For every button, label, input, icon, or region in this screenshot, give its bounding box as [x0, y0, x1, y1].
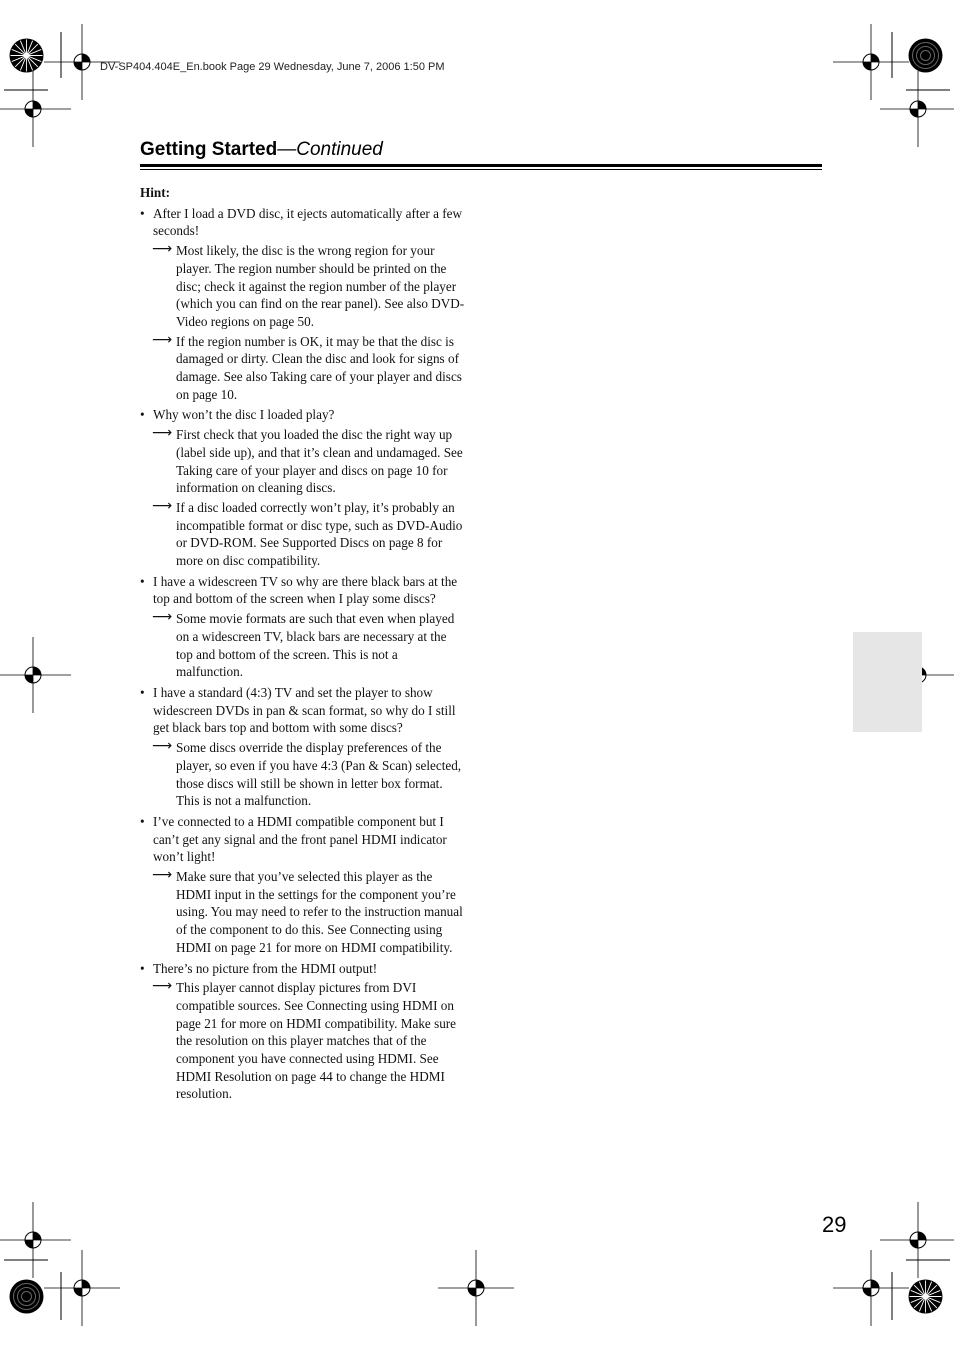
file-header: DV-SP404.404E_En.book Page 29 Wednesday, June 7, 2006 1:50 PM [100, 61, 445, 73]
question-text: I have a widescreen TV so why are there black bars at the top and bottom of the screen when I play some discs? [153, 573, 458, 607]
hint-answer [140, 739, 466, 792]
answer-text: Some movie formats are such that even when played on a widescreen TV, black bars are necessary at the top and bottom of the screen. This is not a malfunction. [176, 611, 455, 680]
hint-answer [140, 979, 466, 1103]
arrow-icon: ⟶ [152, 738, 173, 755]
hint-label: Hint: [140, 185, 171, 200]
title-rule-thick [140, 164, 822, 167]
bullet-icon: • [140, 205, 145, 221]
section-continued: —Continued [277, 139, 383, 160]
hint-content [140, 184, 466, 1103]
bullet-icon: • [140, 813, 145, 829]
hint-item [140, 573, 466, 681]
hint-question [140, 960, 466, 978]
hint-item [140, 684, 466, 810]
question-text: I have a standard (4:3) TV and set the player to show widescreen DVDs in pan & scan format, so why do I still get black bars top and bottom with some discs? [153, 684, 456, 736]
hint-answer [140, 333, 466, 404]
hint-answer [140, 242, 466, 331]
answer-text: This player cannot display pictures from DVI compatible sources. See Connecting using HDMI on page 21 for more on HDMI compatibility. Make sure the resolution on this player matches that of the component you have connected using HDMI. See HDMI Resolution on page 44 to change the HDMI resolution. [176, 980, 457, 1102]
bullet-icon: • [140, 407, 145, 423]
answer-text: Most likely, the disc is the wrong region for your player. The region number should be printed on the disc; check it against the region number of the player (which you can find on the rear panel). See also DVD-Video regions on page 50. [176, 243, 465, 329]
question-text: There’s no picture from the HDMI output! [153, 960, 378, 976]
hint-item [140, 813, 466, 957]
question-text: Why won’t the disc I loaded play? [153, 407, 335, 423]
hint-answer [140, 610, 466, 681]
bullet-icon: • [140, 684, 145, 700]
answer-text: Some discs override the display preferences of the player, so even if you have 4:3 (Pan & Scan) selected, those discs will still be shown in letter box format. [176, 740, 462, 791]
arrow-icon: ⟶ [152, 331, 173, 348]
hint-item [140, 960, 466, 1104]
question-text: After I load a DVD disc, it ejects automatically after a few seconds! [153, 205, 463, 239]
chapter-tab [853, 632, 922, 732]
answer-text: First check that you loaded the disc the right way up (label side up), and that it’s clean and undamaged. See Taking care of your player and discs on page 10 for information on cleaning discs. [176, 427, 463, 496]
hint-item [140, 406, 466, 569]
bullet-icon: • [140, 960, 145, 976]
hint-question [140, 684, 466, 737]
hint-question [140, 205, 466, 240]
hint-question [140, 573, 466, 608]
arrow-icon: ⟶ [152, 978, 173, 995]
hint-question [140, 813, 466, 866]
arrow-icon: ⟶ [152, 241, 173, 258]
answer-text: Make sure that you’ve selected this player as the HDMI input in the settings for the component you’re using. You may need to refer to the instruction manual of the component to do this. See Connecting using HDMI on page 21 for more on HDMI compatibility. [176, 869, 463, 955]
hint-answer [140, 426, 466, 497]
hint-question [140, 406, 466, 424]
hint-note [140, 792, 466, 810]
bullet-icon: • [140, 573, 145, 589]
hint-answer [140, 499, 466, 570]
arrow-icon: ⟶ [152, 867, 173, 884]
note-text: This is not a malfunction. [176, 793, 312, 809]
answer-text: If the region number is OK, it may be that the disc is damaged or dirty. Clean the disc and look for signs of damage. See also Taking care of your player and discs on page 10. [176, 333, 462, 402]
arrow-icon: ⟶ [152, 609, 173, 626]
section-title [140, 139, 383, 161]
question-text: I’ve connected to a HDMI compatible component but I can’t get any signal and the front panel HDMI indicator won’t light! [153, 813, 447, 865]
hint-item [140, 205, 466, 404]
title-rule-thin [140, 169, 822, 170]
hint-answer [140, 868, 466, 957]
arrow-icon: ⟶ [152, 497, 173, 514]
section-title-text: Getting Started [140, 139, 278, 160]
answer-text: If a disc loaded correctly won’t play, it’s probably an incompatible format or disc type, such as DVD-Audio or DVD-ROM. See Supported Discs on page 8 for more on disc compatibility. [176, 499, 463, 569]
page-number: 29 [822, 1212, 847, 1237]
arrow-icon: ⟶ [152, 425, 173, 442]
